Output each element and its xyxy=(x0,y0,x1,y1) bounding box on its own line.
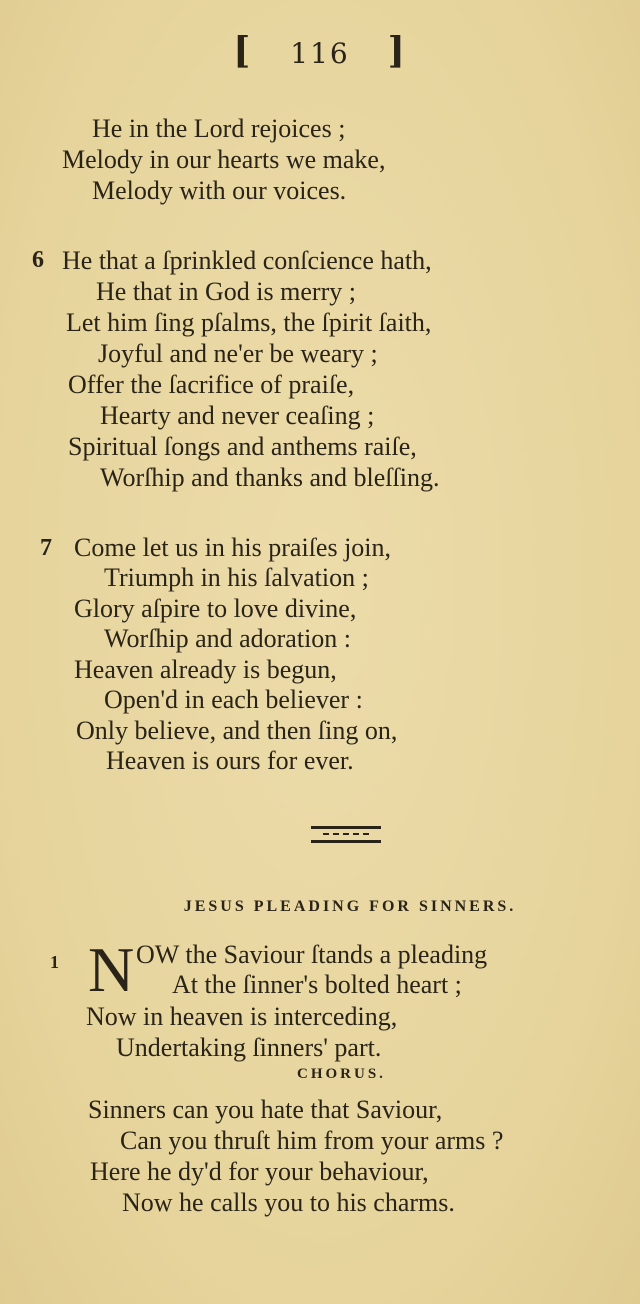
verse-line: He that in God is merry ; xyxy=(96,277,356,306)
verse-line: Glory aſpire to love divine, xyxy=(74,594,357,623)
close-bracket: ] xyxy=(387,30,407,72)
hymn-title: JESUS PLEADING FOR SINNERS. xyxy=(183,898,517,915)
verse-line: Offer the ſacrifice of praiſe, xyxy=(68,370,355,399)
chorus-label: CHORUS. xyxy=(297,1066,386,1082)
open-bracket: [ xyxy=(233,30,253,72)
verse-line: Now he calls you to his charms. xyxy=(122,1188,455,1217)
verse-line: Hearty and never ceaſing ; xyxy=(100,401,375,430)
verse-line: Let him ſing pſalms, the ſpirit ſaith, xyxy=(66,308,432,337)
stanza-number: 7 xyxy=(40,535,52,561)
verse-line: Only believe, and then ſing on, xyxy=(76,716,398,745)
verse-line: Undertaking ſinners' part. xyxy=(116,1033,382,1062)
verse-line: Spiritual ſongs and anthems raiſe, xyxy=(68,432,417,461)
stanza-number: 1 xyxy=(50,952,59,972)
verse-line: He in the Lord rejoices ; xyxy=(92,114,346,143)
verse-line: Here he dy'd for your behaviour, xyxy=(90,1157,429,1186)
verse-line: Open'd in each believer : xyxy=(104,685,363,714)
page-number: 116 xyxy=(290,37,350,70)
verse-line: Joyful and ne'er be weary ; xyxy=(98,339,378,368)
verse-line: Worſhip and adoration : xyxy=(104,624,352,653)
verse-line: Come let us in his praiſes join, xyxy=(74,533,392,562)
verse-line: He that a ſprinkled conſcience hath, xyxy=(62,246,432,275)
verse-line: Can you thruſt him from your arms ? xyxy=(120,1126,504,1155)
ornament-divider xyxy=(311,826,381,844)
verse-line: Sinners can you hate that Saviour, xyxy=(88,1095,443,1124)
verse-line: At the ſinner's bolted heart ; xyxy=(172,970,462,999)
page-header xyxy=(0,30,640,72)
verse-line: Triumph in his ſalvation ; xyxy=(104,563,369,592)
verse-line: OW the Saviour ſtands a pleading xyxy=(136,940,488,969)
verse-line: Heaven is ours for ever. xyxy=(106,746,354,775)
drop-cap: N xyxy=(88,934,135,1005)
stanza-number: 6 xyxy=(32,247,44,273)
verse-line: Heaven already is begun, xyxy=(74,655,337,684)
verse-line: Melody with our voices. xyxy=(92,176,347,205)
verse-line: Worſhip and thanks and bleſſing. xyxy=(100,463,440,492)
verse-line: Melody in our hearts we make, xyxy=(62,145,386,174)
verse-line: Now in heaven is interceding, xyxy=(86,1002,398,1031)
